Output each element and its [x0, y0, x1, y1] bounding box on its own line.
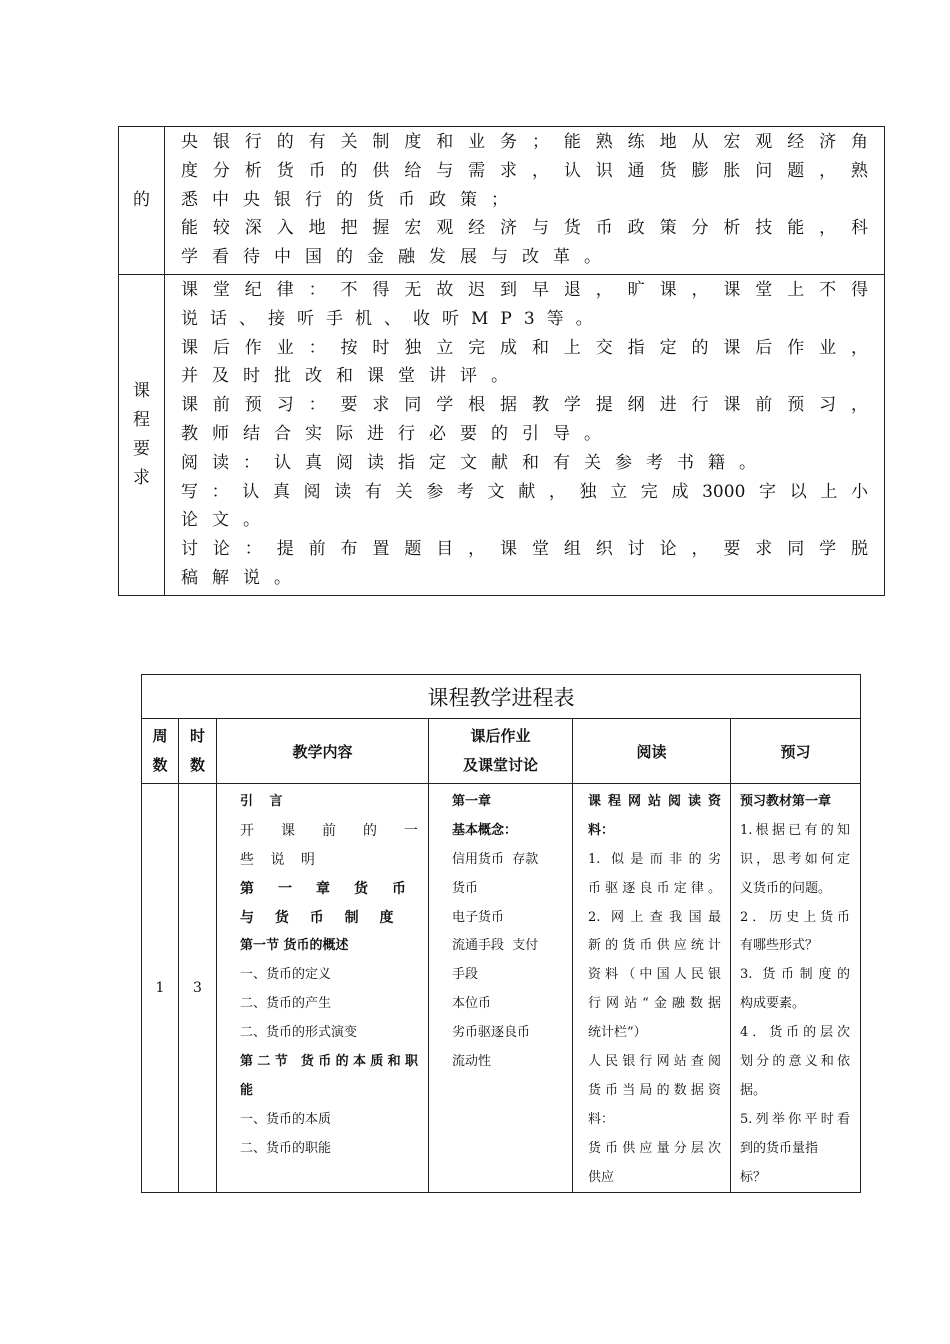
requirements-row	[119, 274, 885, 595]
header-week: 周 数	[142, 719, 179, 784]
header-row	[142, 719, 861, 784]
homework-discussion: 第一章 基本概念： 信用货币 存款 货币 电子货币 流通手段 支付 手段 本位币 劣币驱逐良币 流动性	[429, 784, 573, 1193]
text-line: 教师结合实际进行必要的引导。	[181, 423, 615, 444]
text-line: 讨论：提前布置题目，课堂组织讨论，要求同学脱	[181, 539, 868, 560]
text-line: 课后作业：按时独立完成和上交指定的课后作业，	[181, 337, 868, 358]
preview-tasks: 预习教材第一章 1.根据已有的知 识，思考如何定 义货币的问题。 2．历史上货币 有哪些形式？ 3. 货币制度的 构成要素。 4．货币的层次 划分的意义和依 据。 5.列举你平时看 到的货币量指 标？	[731, 784, 861, 1193]
text-line: 度分析货币的供给与需求，认识通货膨胀问题，熟	[181, 160, 868, 181]
requirements-text	[165, 274, 885, 595]
header-content: 教学内容	[217, 719, 429, 784]
objectives-label: 的	[119, 127, 165, 275]
text-line: 课堂纪律：不得无故迟到早退，旷课，课堂上不得	[181, 279, 868, 300]
objectives-row	[119, 127, 885, 275]
schedule-title: 课程教学进程表	[142, 675, 861, 719]
requirements-label: 课程要求	[119, 274, 165, 595]
text-line: 论文。	[181, 510, 274, 531]
schedule-table	[141, 674, 861, 1193]
text-line: 稿解说。	[181, 567, 305, 588]
text-line: 学看待中国的金融发展与改革。	[181, 247, 615, 268]
objectives-text	[165, 127, 885, 275]
reading-materials: 课程网站阅读资 料： 1. 似是而非的劣 币驱逐良币定律。 2. 网上查我国最 新的货币供应统计 资料（中国人民银 行网站“金融数据 统计栏”） 人民银行网站查阅 货币当局的数据资 料： 货币供应量分层次 供应	[573, 784, 731, 1193]
text-line: 央银行的有关制度和业务；能熟练地从宏观经济角	[181, 132, 868, 152]
text-line: 说话、接听手机、收听MP3等。	[181, 308, 605, 329]
text-line: 并及时批改和课堂讲评。	[181, 366, 522, 387]
header-preview: 预习	[731, 719, 861, 784]
text-line: 能较深入地把握宏观经济与货币政策分析技能，科	[181, 218, 868, 239]
text-line: 课前预习：要求同学根据教学提纲进行课前预习，	[181, 395, 868, 416]
header-hours: 时 数	[179, 719, 217, 784]
text-line: 写：认真阅读有关参考文献，独立完成3000字以上小	[181, 481, 868, 502]
text-line: 悉中央银行的货币政策；	[181, 189, 522, 210]
header-reading: 阅读	[573, 719, 731, 784]
teaching-content: 引 言 开 课 前 的 一 些 说 明 第 一 章 货 币 与 货 币 制 度 第一节 货币的概述 一、货币的定义 二、货币的产生 二、货币的形式演变 第二节 货币的本质和职 能 一、货币的本质 二、货币的职能	[217, 784, 429, 1193]
course-info-table	[118, 126, 885, 596]
text-line: 阅读：认真阅读指定文献和有关参考书籍。	[181, 452, 770, 473]
week-number: 1	[142, 784, 179, 1193]
hours-number: 3	[179, 784, 217, 1193]
header-homework: 课后作业 及课堂讨论	[429, 719, 573, 784]
schedule-row	[142, 784, 861, 1193]
